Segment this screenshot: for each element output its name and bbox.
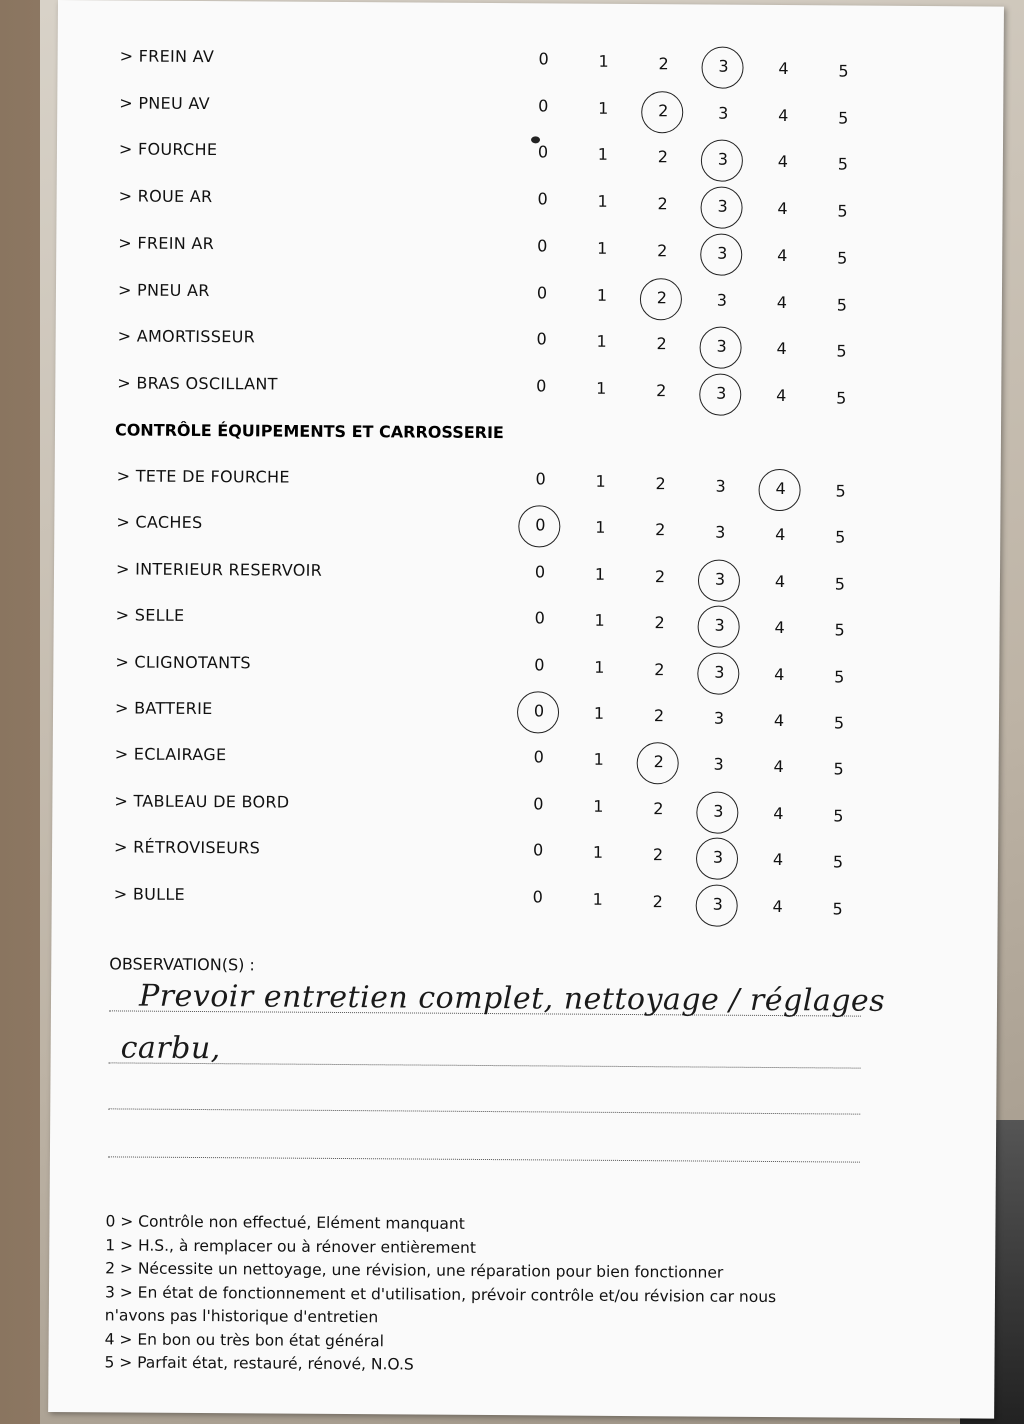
rating-option: 4	[778, 105, 789, 125]
rating-option: 1	[592, 842, 604, 863]
checklist-item-label: > CACHES	[116, 512, 203, 533]
rating-option: 2	[652, 845, 664, 865]
rating-option: 2	[655, 520, 666, 540]
checklist-item-label: > BRAS OSCILLANT	[117, 373, 278, 394]
rating-option: 1	[594, 657, 605, 677]
checklist-item-label: > SELLE	[115, 605, 185, 626]
rating-option: 5	[834, 667, 845, 687]
rating-option: 1	[596, 285, 608, 305]
checklist-row	[53, 698, 999, 735]
rating-option: 1	[598, 98, 609, 118]
rating-option: 4	[777, 199, 788, 219]
rating-option: 2	[654, 566, 666, 587]
rating-option: 4	[773, 757, 784, 777]
rating-option: 4	[777, 245, 788, 265]
rating-option: 3	[715, 476, 726, 496]
checklist-item-label: > BULLE	[113, 884, 186, 904]
rating-option: 5	[833, 806, 844, 826]
rating-option: 2	[653, 706, 665, 726]
circled-rating: 3	[706, 848, 730, 867]
rating-option: 0	[538, 96, 549, 116]
checklist-item-label: > PNEU AV	[119, 93, 210, 113]
checklist-row	[56, 326, 1002, 363]
checklist-row	[54, 605, 1000, 642]
rating-option: 0	[536, 376, 547, 396]
rating-option: 3	[716, 290, 728, 310]
checklist-item-label: > TETE DE FOURCHE	[116, 466, 290, 487]
legend-line: n'avons pas l'historique d'entretien	[104, 1306, 379, 1327]
rating-option: 1	[595, 518, 606, 538]
rating-option: 4	[775, 525, 786, 545]
rating-option: 5	[838, 61, 849, 81]
rating-option: 1	[595, 471, 606, 491]
rating-option: 2	[657, 194, 668, 214]
circled-rating: 3	[708, 616, 732, 635]
section-title: CONTRÔLE ÉQUIPEMENTS ET CARROSSERIE	[114, 420, 504, 443]
rating-option: 3	[713, 708, 725, 728]
circled-rating: 2	[651, 101, 675, 120]
checklist-row	[57, 46, 1003, 83]
rating-option: 5	[837, 248, 848, 268]
checklist-row	[57, 93, 1003, 130]
rating-option: 5	[836, 341, 847, 361]
rating-option: 2	[654, 613, 665, 633]
rating-option: 2	[658, 54, 669, 74]
rating-option: 5	[836, 388, 847, 408]
rating-option: 2	[655, 474, 666, 494]
rating-option: 0	[538, 49, 549, 69]
rating-option: 5	[838, 108, 849, 128]
rating-option: 0	[536, 329, 547, 349]
circled-rating: 3	[706, 894, 730, 913]
checklist-item-label: > RÉTROVISEURS	[114, 837, 261, 858]
rating-option: 4	[777, 152, 789, 172]
checklist-item-label: > ECLAIRAGE	[114, 744, 227, 765]
rating-option: 5	[833, 759, 844, 779]
rating-option: 4	[774, 618, 785, 638]
circled-rating: 3	[707, 662, 731, 681]
checklist-row	[55, 466, 1001, 503]
rating-option: 0	[536, 282, 548, 302]
rating-option: 0	[537, 236, 548, 256]
observation-line-2	[109, 1062, 861, 1068]
checklist-item-label: > ROUE AR	[118, 186, 213, 207]
circled-rating: 3	[711, 57, 735, 76]
rating-option: 0	[537, 142, 549, 162]
circled-rating: 3	[706, 801, 730, 820]
checklist-item-label: > AMORTISSEUR	[117, 326, 256, 347]
rating-option: 0	[534, 562, 546, 582]
rating-option: 1	[594, 610, 605, 631]
checklist-item-label: > TABLEAU DE BORD	[114, 791, 290, 812]
observation-line-4	[108, 1156, 860, 1162]
rating-option: 4	[774, 664, 785, 684]
rating-option: 2	[656, 334, 667, 354]
checklist-row	[54, 559, 1000, 596]
legend-line: 0 > Contrôle non effectué, Elément manquant	[105, 1212, 465, 1233]
rating-option: 4	[778, 59, 789, 79]
circled-rating: 3	[708, 569, 732, 588]
rating-option: 4	[772, 850, 784, 870]
rating-option: 1	[598, 51, 609, 71]
rating-option: 0	[534, 654, 545, 675]
rating-option: 2	[657, 240, 668, 261]
rating-option: 4	[773, 711, 785, 731]
rating-option: 2	[653, 798, 664, 819]
rating-option: 0	[533, 794, 544, 814]
checklist-item-label: > FREIN AR	[118, 233, 215, 253]
rating-option: 5	[836, 294, 848, 315]
rating-option: 5	[834, 574, 846, 594]
circled-rating: 0	[527, 701, 551, 720]
checklist-row	[56, 233, 1002, 270]
handwritten-observation-line-2: carbu,	[120, 1030, 221, 1067]
circled-rating: 3	[710, 337, 734, 356]
rating-option: 1	[593, 703, 605, 723]
rating-option: 5	[835, 481, 846, 501]
checklist-row	[55, 373, 1001, 410]
checklist-item-label: > FOURCHE	[118, 139, 218, 160]
rating-option: 0	[535, 469, 546, 489]
rating-option: 5	[834, 620, 845, 640]
rating-option: 5	[837, 201, 848, 221]
checklist-row	[53, 652, 999, 689]
circled-rating: 4	[769, 479, 793, 498]
rating-option: 1	[596, 331, 607, 352]
observation-line-3	[108, 1108, 860, 1114]
rating-option: 1	[594, 564, 606, 584]
checklist-item-label: > INTERIEUR RESERVOIR	[115, 559, 323, 580]
checklist-row	[53, 744, 999, 781]
legend-line: 5 > Parfait état, restauré, rénové, N.O.S	[104, 1353, 414, 1374]
checklist-row	[52, 791, 998, 828]
rating-option: 5	[835, 527, 846, 547]
rating-option: 3	[715, 522, 726, 543]
rating-option: 1	[593, 796, 604, 816]
rating-option: 2	[654, 659, 665, 679]
rating-option: 5	[837, 154, 849, 174]
checklist-row	[57, 139, 1003, 176]
legend-line: 3 > En état de fonctionnement et d'utilisation, prévoir contrôle et/ou révision car nous	[104, 1282, 777, 1306]
rating-option: 1	[596, 378, 607, 398]
rating-option: 2	[657, 147, 669, 167]
checklist-row	[52, 884, 998, 921]
rating-option: 5	[832, 852, 844, 872]
rating-option: 4	[773, 803, 784, 823]
rating-option: 1	[597, 238, 608, 258]
circled-rating: 3	[710, 243, 734, 262]
rating-option: 0	[532, 840, 544, 860]
rating-option: 1	[597, 145, 609, 165]
checklist-row	[56, 279, 1002, 316]
observations-label: OBSERVATION(S) :	[109, 954, 255, 975]
rating-option: 0	[537, 189, 548, 209]
circled-rating: 0	[528, 516, 552, 535]
handwritten-observation-line-1: Prevoir entretien complet, nettoyage / réglages	[138, 978, 886, 1019]
circled-rating: 3	[711, 150, 735, 169]
rating-option: 2	[656, 381, 667, 401]
rating-option: 4	[772, 896, 783, 916]
circled-rating: 2	[650, 288, 674, 307]
rating-option: 3	[713, 754, 724, 775]
legend-line: 2 > Nécessite un nettoyage, une révision, une réparation pour bien fonctionner	[105, 1259, 724, 1282]
circled-rating: 2	[647, 753, 671, 772]
legend-line: 4 > En bon ou très bon état général	[104, 1329, 385, 1350]
rating-option: 5	[832, 899, 843, 919]
inspection-sheet	[48, 0, 1004, 1419]
rating-option: 4	[774, 571, 786, 591]
rating-option: 0	[534, 608, 545, 628]
rating-option: 4	[776, 339, 787, 359]
checklist-item-label: > FREIN AV	[119, 46, 215, 67]
rating-option: 4	[776, 385, 787, 405]
checklist-row	[54, 512, 1000, 549]
circled-rating: 3	[709, 383, 733, 402]
checklist-item-label: > CLIGNOTANTS	[115, 652, 251, 672]
rating-option: 3	[718, 103, 729, 123]
checklist-row	[56, 186, 1002, 223]
rating-option: 0	[532, 886, 543, 907]
rating-option: 1	[592, 889, 603, 909]
rating-option: 1	[593, 750, 604, 770]
rating-option: 2	[652, 891, 663, 911]
rating-option: 1	[597, 191, 608, 211]
checklist-item-label: > BATTERIE	[114, 698, 213, 719]
rating-option: 5	[833, 713, 845, 733]
rating-option: 0	[533, 747, 544, 767]
legend-line: 1 > H.S., à remplacer ou à rénover entièrement	[105, 1235, 477, 1257]
circled-rating: 3	[711, 197, 735, 216]
checklist-item-label: > PNEU AR	[117, 279, 210, 300]
checklist-row	[52, 837, 998, 874]
rating-option: 4	[776, 292, 788, 312]
